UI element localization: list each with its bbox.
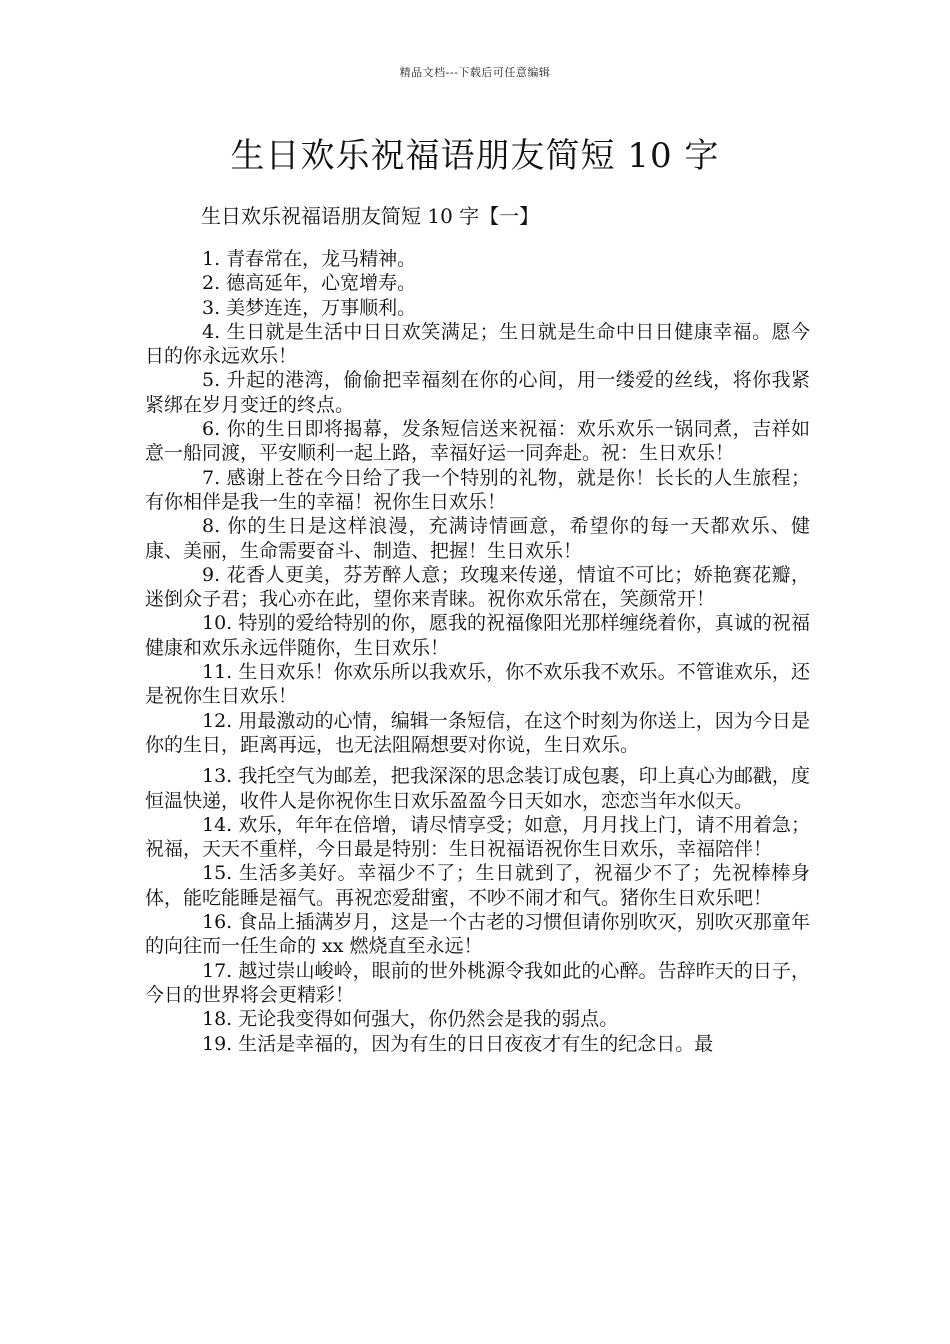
list-item: 12. 用最激动的心情，编辑一条短信，在这个时刻为你送上，因为今日是你的生日，距离再远，也无法阻隔想要对你说，生日欢乐。 bbox=[145, 709, 810, 756]
list-item: 5. 升起的港湾，偷偷把幸福刻在你的心间，用一缕爱的丝线，将你我紧紧绑在岁月变迁的终点。 bbox=[145, 369, 810, 416]
list-item: 8. 你的生日是这样浪漫，充满诗情画意，希望你的每一天都欢乐、健康、美丽，生命需要奋斗、制造、把握！生日欢乐！ bbox=[145, 515, 810, 562]
list-item: 19. 生活是幸福的，因为有生的日日夜夜才有生的纪念日。最 bbox=[202, 1032, 714, 1055]
document-body bbox=[145, 247, 810, 1056]
list-item: 3. 美梦连连，万事顺利。 bbox=[202, 296, 417, 319]
section-title: 生日欢乐祝福语朋友简短 10 字【一】 bbox=[201, 204, 540, 228]
list-item: 14. 欢乐，年年在倍增，请尽情享受；如意，月月找上门，请不用着急；祝福，天天不重样，今日最是特别：生日祝福语祝你生日欢乐，幸福陪伴！ bbox=[145, 813, 810, 861]
list-item: 15. 生活多美好。幸福少不了；生日就到了，祝福少不了；先祝棒棒身体，能吃能睡是福气。再祝恋爱甜蜜，不吵不闹才和气。猪你生日欢乐吧！ bbox=[145, 862, 810, 909]
list-item: 4. 生日就是生活中日日欢笑满足；生日就是生命中日日健康幸福。愿今日的你永远欢乐！ bbox=[145, 320, 810, 368]
header-note: 精品文档---下载后可任意编辑 bbox=[399, 66, 551, 79]
list-item: 9. 花香人更美，芬芳醉人意；玫瑰来传递，情谊不可比；娇艳赛花瓣，迷倒众子君；我心亦在此，望你来青睐。祝你欢乐常在，笑颜常开！ bbox=[145, 563, 810, 611]
list-item: 1. 青春常在，龙马精神。 bbox=[202, 248, 417, 270]
list-item: 2. 德高延年，心宽增寿。 bbox=[202, 272, 417, 295]
list-item: 13. 我托空气为邮差，把我深深的思念装订成包裹，印上真心为邮戳，度恒温快递，收件人是你祝你生日欢乐盈盈今日天如水，恋恋当年水似天。 bbox=[145, 765, 810, 812]
list-item: 17. 越过崇山峻岭，眼前的世外桃源令我如此的心醉。告辞昨天的日子，今日的世界将会更精彩！ bbox=[145, 959, 810, 1006]
list-item: 18. 无论我变得如何强大，你仍然会是我的弱点。 bbox=[202, 1008, 619, 1031]
list-item: 7. 感谢上苍在今日给了我一个特别的礼物，就是你！长长的人生旅程；有你相伴是我一生的幸福！祝你生日欢乐！ bbox=[145, 466, 810, 513]
document-title: 生日欢乐祝福语朋友简短 10 字 bbox=[230, 136, 720, 176]
list-item: 11. 生日欢乐！你欢乐所以我欢乐，你不欢乐我不欢乐。不管谁欢乐，还是祝你生日欢乐！ bbox=[145, 661, 810, 708]
list-item: 6. 你的生日即将揭幕，发条短信送来祝福：欢乐欢乐一锅同煮，吉祥如意一船同渡，平安顺利一起上路，幸福好运一同奔赴。祝：生日欢乐！ bbox=[145, 418, 810, 465]
list-item: 16. 食品上插满岁月，这是一个古老的习惯但请你别吹灭，别吹灭那童年的向往而一任生命的 xx 燃烧直至永远！ bbox=[145, 911, 810, 958]
list-item: 10. 特别的爱给特别的你，愿我的祝福像阳光那样缠绕着你，真诚的祝福健康和欢乐永远伴随你，生日欢乐！ bbox=[145, 612, 810, 659]
